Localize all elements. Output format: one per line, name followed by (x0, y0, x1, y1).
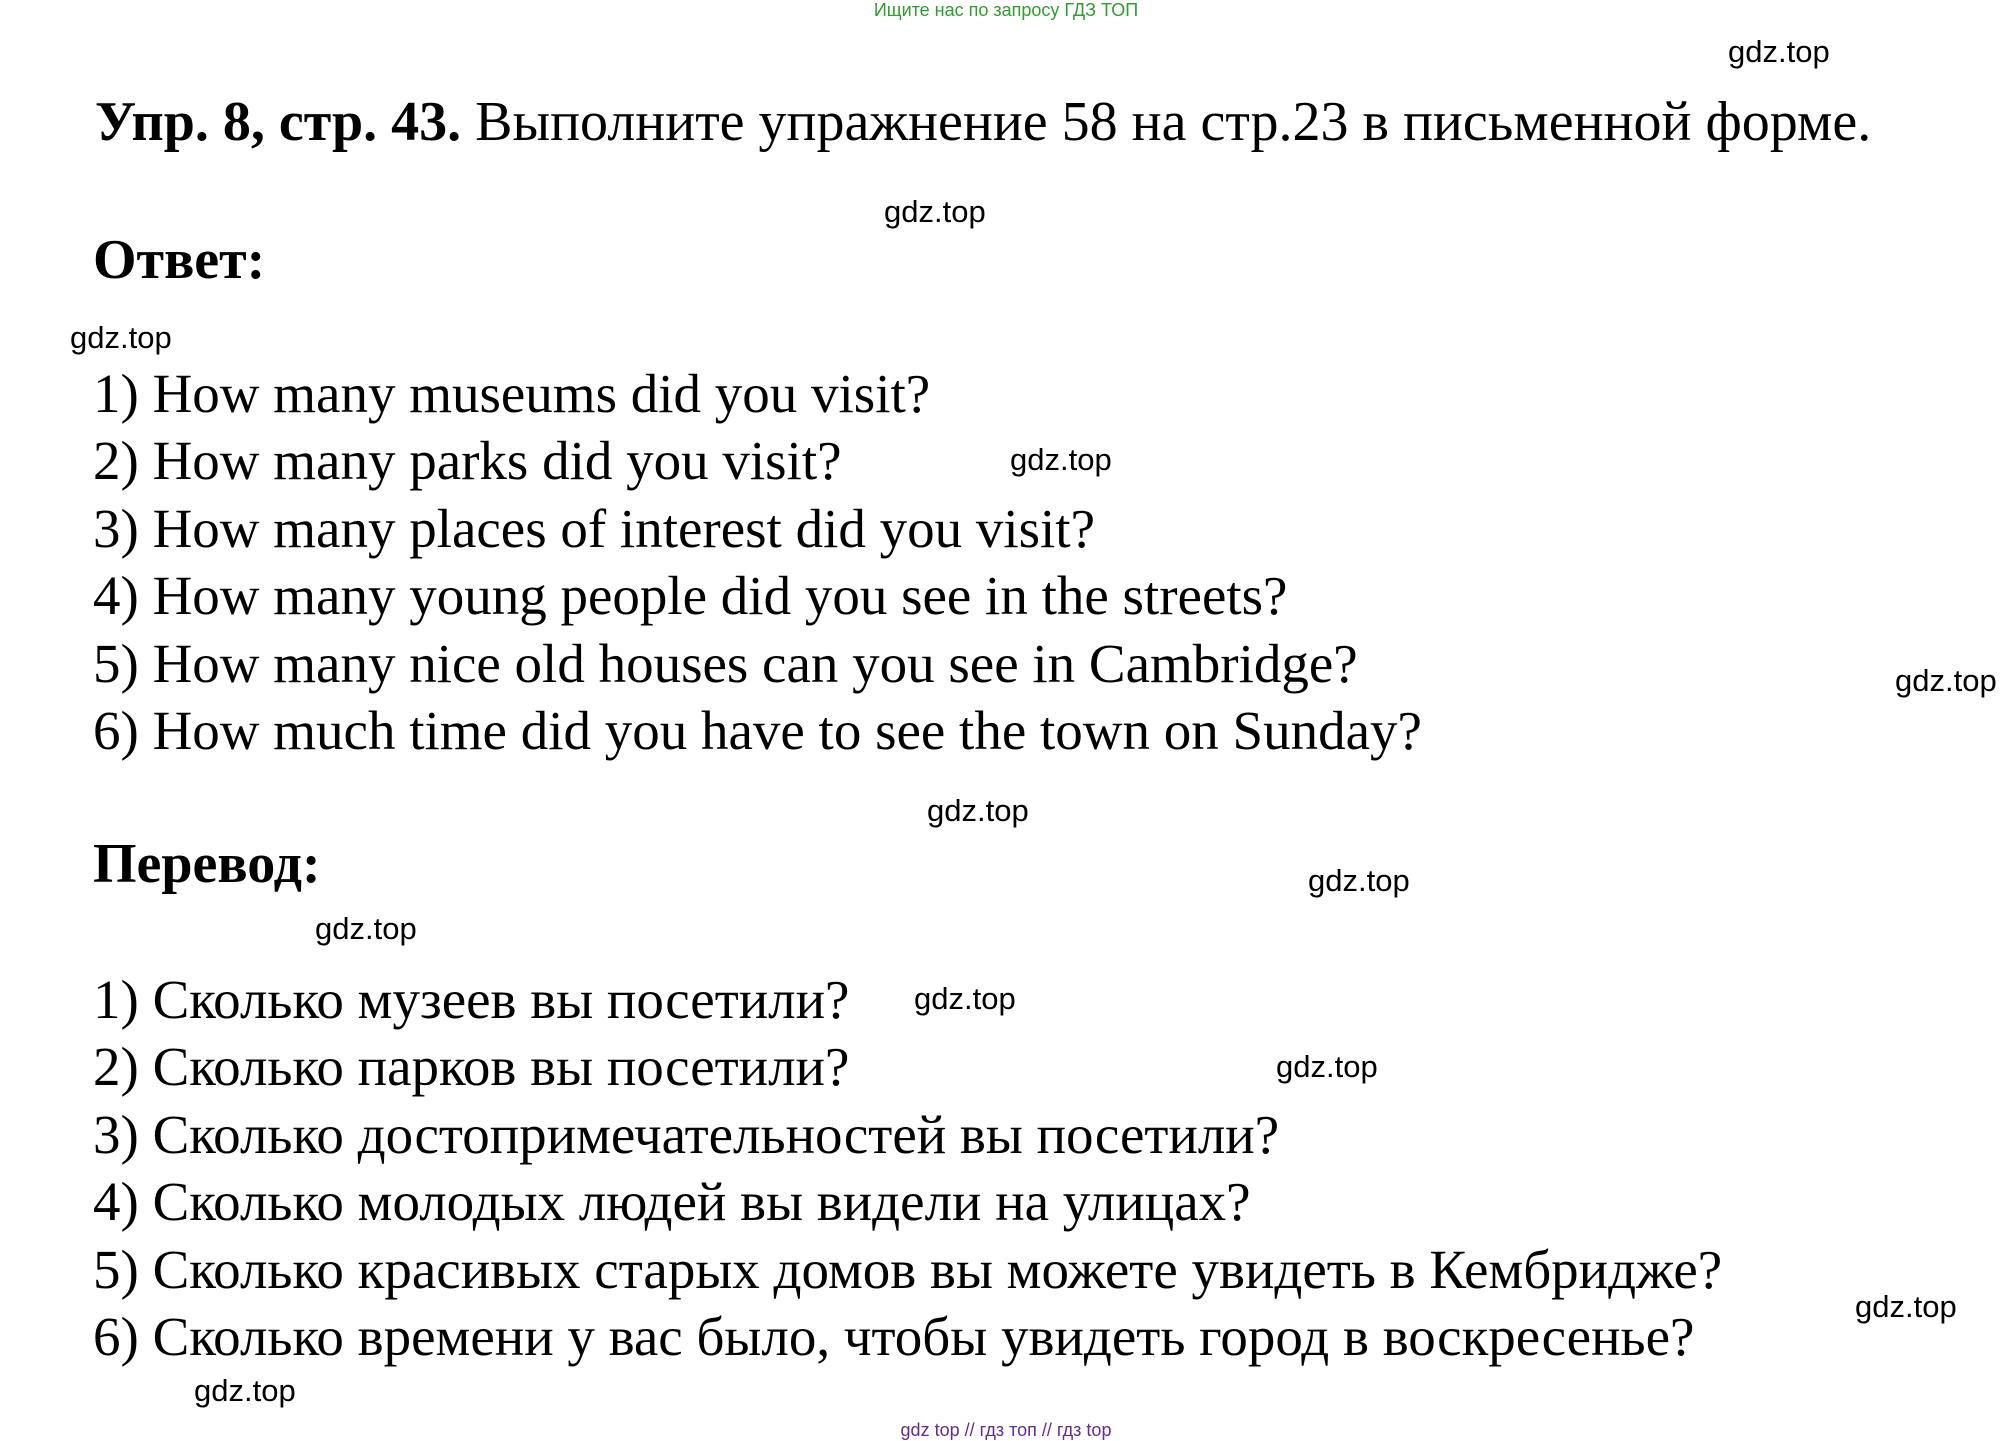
watermark: gdz.top (914, 981, 1016, 1016)
task-label: Упр. 8, стр. 43. (95, 91, 462, 153)
watermark: gdz.top (927, 793, 1029, 828)
translation-item: 6) Сколько времени у вас было, чтобы увидеть город в воскресенье? (93, 1305, 1695, 1367)
top-banner: Ищите нас по запросу ГДЗ ТОП (873, 0, 1139, 20)
translation-item: 3) Сколько достопримечательностей вы посетили? (93, 1103, 1280, 1165)
bottom-banner: gdz top // гдз топ // гдз top (900, 1420, 1112, 1440)
answer-item: 6) How much time did you have to see the town on Sunday? (93, 699, 1422, 761)
answer-list (93, 360, 1422, 764)
translation-item: 2) Сколько парков вы посетили? (93, 1036, 850, 1098)
answer-item: 2) How many parks did you visit? (93, 430, 842, 492)
watermark: gdz.top (1010, 442, 1112, 477)
watermark: gdz.top (1728, 34, 1830, 69)
translation-list (93, 966, 1722, 1370)
answer-item: 5) How many nice old houses can you see in Cambridge? (93, 632, 1358, 694)
watermark: gdz.top (1895, 663, 1997, 698)
answer-item: 3) How many places of interest did you visit? (93, 497, 1096, 559)
answer-heading: Ответ: (93, 229, 266, 291)
watermark: gdz.top (70, 320, 172, 355)
translation-item: 1) Сколько музеев вы посетили? (93, 969, 850, 1030)
translation-heading: Перевод: (93, 833, 321, 895)
watermark: gdz.top (884, 194, 986, 229)
watermark: gdz.top (1308, 863, 1410, 898)
answer-item: 4) How many young people did you see in the streets? (93, 565, 1288, 627)
watermark: gdz.top (1276, 1049, 1378, 1084)
watermark: gdz.top (315, 911, 417, 946)
answer-item: 1) How many museums did you visit? (93, 363, 931, 424)
watermark: gdz.top (1855, 1289, 1957, 1324)
watermark: gdz.top (194, 1373, 296, 1408)
task-text: Выполните упражнение 58 на стр.23 в письменной форме. (475, 91, 1872, 153)
translation-item: 5) Сколько красивых старых домов вы можете увидеть в Кембридже? (93, 1238, 1723, 1300)
task-statement (95, 92, 1871, 154)
translation-item: 4) Сколько молодых людей вы видели на улицах? (93, 1171, 1251, 1233)
